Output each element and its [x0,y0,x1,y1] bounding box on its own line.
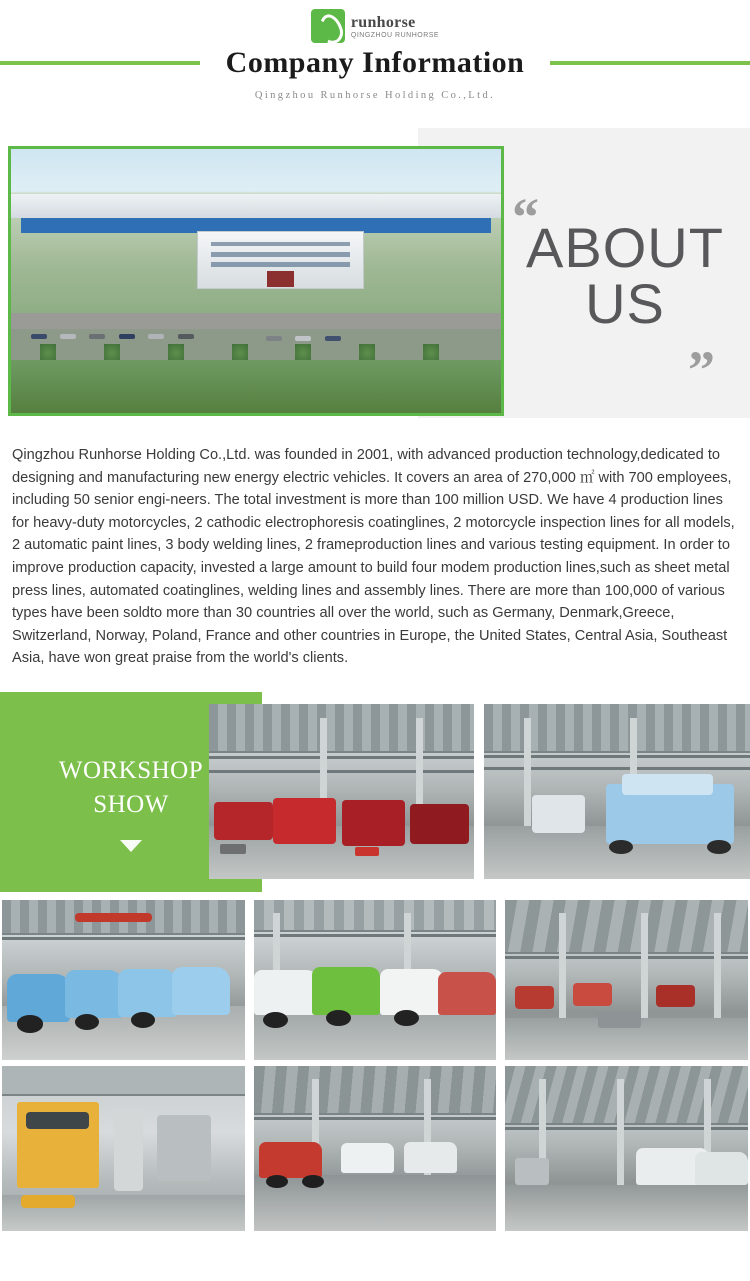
workshop-label-line2: SHOW [93,790,169,818]
page-header [0,0,750,118]
about-heading: ABOUT US [526,216,724,335]
grid-photo-white-green-cars [254,900,497,1060]
factory-aerial-photo [11,149,501,413]
workshop-photo-assembly-blue [484,704,750,879]
grid-photo-welding-robot-station [2,1066,245,1231]
quote-open-icon: “ [512,187,539,247]
brand-logo [0,8,750,44]
workshop-banner [0,692,750,892]
workshop-photo-assembly-red [209,704,474,879]
brand-name [351,14,439,39]
chevron-down-icon [120,840,142,852]
grid-photo-workshop-overview [505,900,748,1060]
workshop-photo-grid [2,892,748,1231]
grid-photo-blue-three-wheelers [2,900,245,1060]
grid-photo-final-assembly [254,1066,497,1231]
company-subtitle: Qingzhou Runhorse Holding Co.,Ltd. [254,90,496,101]
page-title: Company Information [225,46,525,79]
about-paragraph: Qingzhou Runhorse Holding Co.,Ltd. was founded in 2001, with advanced production technology,dedicated to designing and manufacturing new energy electric vehicles. It covers an area of 270,000 ㎡ with 700 employees, including 50 senior engi-neers. The total investment is more than 100 million USD. We have 4 production lines for heavy-duty motorcycles, 2 cathodic electrophoresis coatinglines, 2 motorcycle inspection lines for all models, 2 automatic paint lines, 3 body welding lines, 2 frameproduction lines and various testing equipment. In order to improve production capacity, invested a large amount to build four modem production lines,such as sheet metal press lines, automated coatinglines, welding lines and assembly lines. There are more than 100,000 of various types have been soldto more than 30 countries all over the world, such as Germany, Denmark,Greece, Switzerland, Norway, Poland, France and other countries in Europe, the United States, Central Asia, Southeast Asia, have won great praise from the world's clients. [12,447,735,667]
title-rule-right [550,61,750,65]
runhorse-leaf-logo-icon [311,9,345,43]
title-rule-left [0,61,200,65]
workshop-label-line1: WORKSHOP [58,756,204,784]
brand-name-subtext: QINGZHOU RUNHORSE [350,31,440,39]
factory-photo-frame [8,146,504,416]
about-section [0,128,750,428]
title-row [0,46,750,80]
grid-photo-long-assembly-hall [505,1066,748,1231]
quote-close-icon: ” [688,340,715,400]
brand-name-text: runhorse [350,13,416,31]
